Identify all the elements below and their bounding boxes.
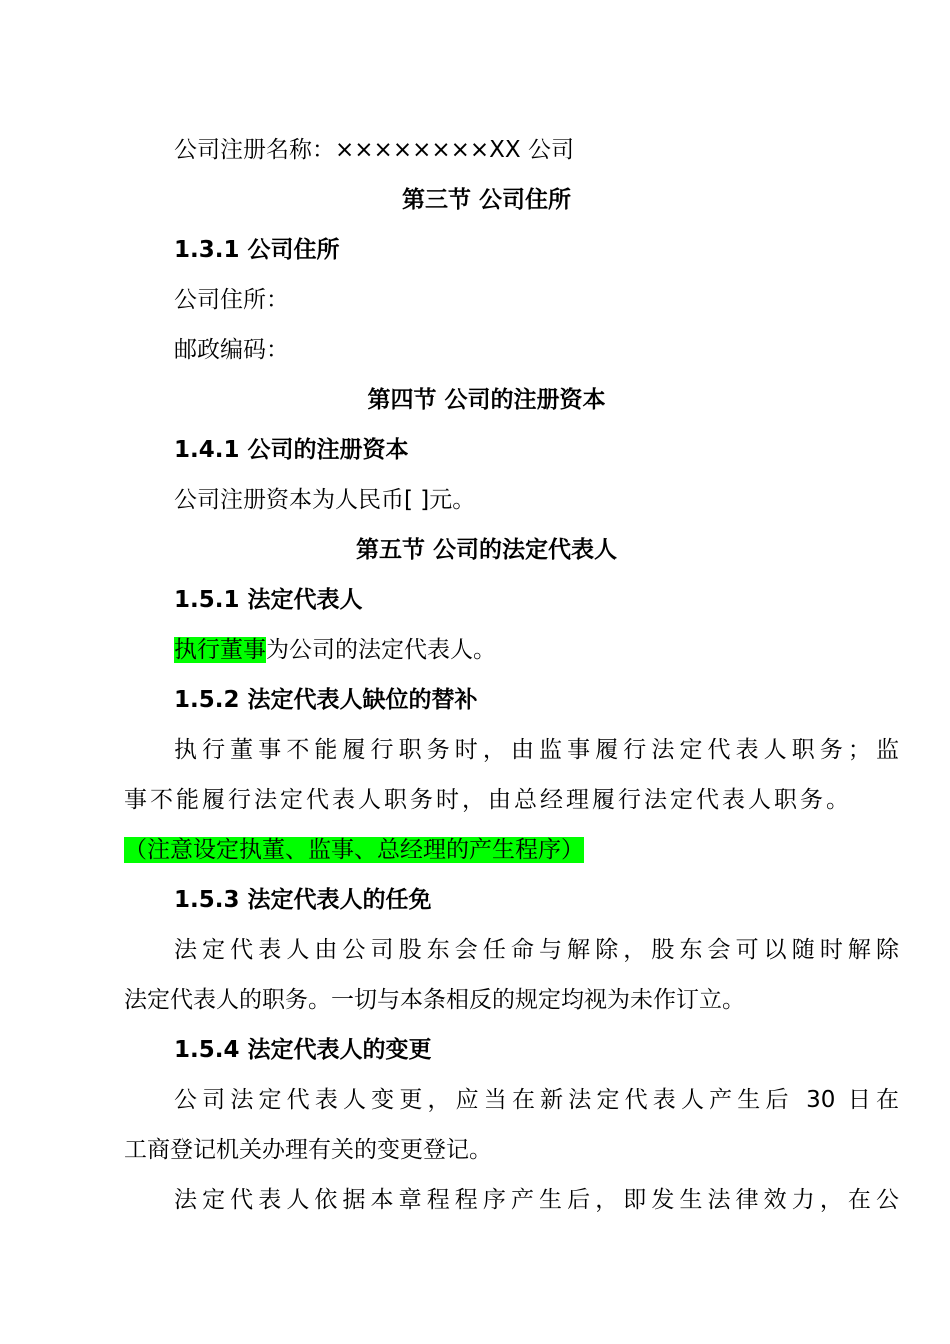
heading-1-3-1: 1.3.1 公司住所 <box>174 237 340 263</box>
postcode-label: 邮政编码： <box>174 337 289 363</box>
heading-1-5-3: 1.5.3 法定代表人的任免 <box>174 887 432 913</box>
capital-line: 公司注册资本为人民币[ ]元。 <box>174 487 476 513</box>
paragraph-1-5-4-line-1: 公司法定代表人变更，应当在新法定代表人产生后 30 日在 <box>174 1087 899 1113</box>
company-name-line: 公司注册名称：××××××××XX 公司 <box>174 137 574 163</box>
legal-rep-line <box>124 625 899 675</box>
legal-rep-rest: 为公司的法定代表人。 <box>266 637 496 663</box>
heading-1-5-2: 1.5.2 法定代表人缺位的替补 <box>174 687 478 713</box>
note-line <box>124 825 849 875</box>
paragraph-1-5-4b-line-1: 法定代表人依据本章程程序产生后，即发生法律效力，在公 <box>174 1187 899 1213</box>
heading-1-5-4: 1.5.4 法定代表人的变更 <box>174 1037 432 1063</box>
paragraph-1-5-4-line-2: 工商登记机关办理有关的变更登记。 <box>124 1137 492 1163</box>
address-label: 公司住所： <box>174 287 289 313</box>
paragraph-1-5-2-line-2: 事不能履行法定代表人职务时，由总经理履行法定代表人职务。 <box>124 787 849 813</box>
heading-1-5-1: 1.5.1 法定代表人 <box>174 587 363 613</box>
legal-rep-highlight: 执行董事 <box>174 637 266 663</box>
heading-1-4-1: 1.4.1 公司的注册资本 <box>174 437 409 463</box>
section-3-title: 第三节 公司住所 <box>401 187 571 213</box>
paragraph-1-5-3-line-1: 法定代表人由公司股东会任命与解除，股东会可以随时解除 <box>174 937 899 963</box>
section-4-title: 第四节 公司的注册资本 <box>367 387 606 413</box>
paragraph-1-5-2-line-1: 执行董事不能履行职务时，由监事履行法定代表人职务；监 <box>174 737 899 763</box>
paragraph-1-5-3-line-2: 法定代表人的职务。一切与本条相反的规定均视为未作订立。 <box>124 987 745 1013</box>
note-highlight: （注意设定执董、监事、总经理的产生程序） <box>124 837 584 863</box>
section-5-title: 第五节 公司的法定代表人 <box>355 537 617 563</box>
